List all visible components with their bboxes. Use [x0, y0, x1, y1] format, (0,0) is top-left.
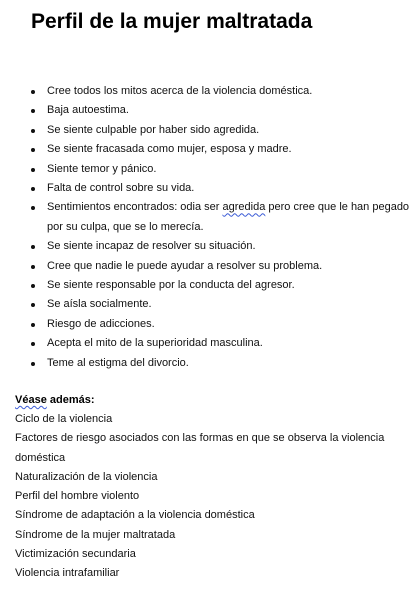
bullet-icon	[31, 362, 35, 366]
see-also-item: Síndrome de adaptación a la violencia doméstica	[15, 509, 255, 522]
list-item	[28, 237, 413, 256]
spellcheck-flagged-word[interactable]: agredida	[222, 201, 266, 214]
list-item-text: Se aísla socialmente.	[47, 298, 152, 311]
see-also-item: Perfil del hombre violento	[15, 490, 140, 503]
list-item-text-end: pero cree que le han pegado por su culpa, que se lo merecía.	[47, 201, 410, 233]
list-item-text: Baja autoestima.	[47, 104, 129, 117]
bullet-icon	[31, 187, 35, 191]
bullet-icon	[31, 342, 35, 346]
list-item	[28, 101, 413, 120]
list-item-text-start: Sentimientos encontrados: odia ser	[47, 201, 223, 214]
bullet-icon	[31, 168, 35, 172]
see-also-section	[15, 391, 413, 584]
see-also-heading-rest: además:	[46, 394, 95, 406]
see-also-item: Síndrome de la mujer maltratada	[15, 528, 176, 541]
list-item	[28, 354, 413, 373]
list-item-text: Se siente fracasada como mujer, esposa y madre.	[47, 143, 292, 156]
list-item	[28, 82, 413, 101]
list-item-text: Cree todos los mitos acerca de la violencia doméstica.	[47, 85, 313, 97]
list-item	[28, 160, 413, 179]
list-item-text: Se siente culpable por haber sido agredida.	[47, 123, 260, 136]
list-item	[28, 198, 413, 237]
see-also-list	[15, 410, 413, 584]
list-item	[28, 315, 413, 334]
bullet-icon	[31, 284, 35, 288]
list-item-text: Teme al estigma del divorcio.	[47, 356, 189, 369]
list-item	[28, 334, 413, 353]
list-item-text: Cree que nadie le puede ayudar a resolver su problema.	[47, 259, 323, 272]
see-also-item: Naturalización de la violencia	[15, 470, 158, 483]
bullet-icon	[31, 265, 35, 269]
list-item	[28, 257, 413, 276]
list-item	[28, 295, 413, 314]
list-item	[28, 140, 413, 159]
bullet-icon	[31, 303, 35, 307]
bullet-icon	[31, 148, 35, 152]
list-item	[28, 121, 413, 140]
bullet-icon	[31, 129, 35, 133]
spellcheck-flagged-word[interactable]: Véase	[15, 394, 47, 406]
bullet-icon	[31, 323, 35, 327]
profile-bullet-list	[28, 82, 413, 373]
list-item-text: Se siente responsable por la conducta del agresor.	[47, 279, 295, 292]
see-also-item: Ciclo de la violencia	[15, 413, 113, 425]
see-also-item: Victimización secundaria	[15, 548, 136, 561]
see-also-heading	[15, 391, 413, 410]
list-item-text: Acepta el mito de la superioridad masculina.	[47, 337, 263, 350]
see-also-item: Violencia intrafamiliar	[15, 567, 120, 580]
see-also-item: Factores de riesgo asociados con las formas en que se observa la violencia doméstica	[15, 432, 385, 464]
bullet-icon	[31, 109, 35, 113]
list-item-text: Riesgo de adicciones.	[47, 317, 155, 330]
bullet-icon	[31, 206, 35, 210]
list-item-text: Se siente incapaz de resolver su situación.	[47, 240, 256, 253]
list-item-text: Siente temor y pánico.	[47, 162, 157, 175]
bullet-icon	[31, 245, 35, 249]
bullet-icon	[31, 90, 35, 94]
page-title: Perfil de la mujer maltratada	[31, 10, 313, 33]
list-item	[28, 179, 413, 198]
list-item	[28, 276, 413, 295]
list-item-text: Falta de control sobre su vida.	[47, 182, 195, 195]
